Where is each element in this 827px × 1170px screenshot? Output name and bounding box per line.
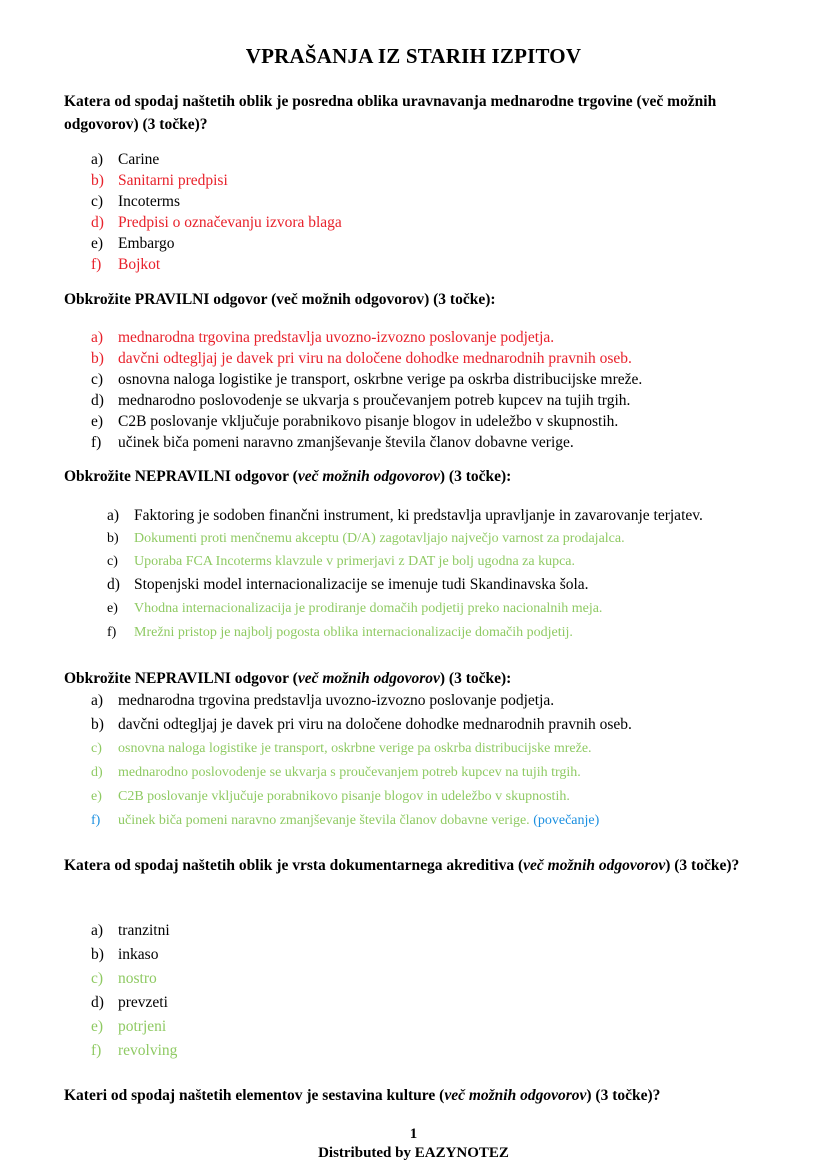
q5-option-f: f) revolving [91, 1042, 178, 1059]
q3-option-f: f) Mrežni pristop je najbolj pogosta oblika internacionalizacije domačih podjetij. [107, 625, 573, 640]
q4-option-f: f) učinek biča pomeni naravno zmanjševanje števila članov dobavne verige. (povečanje) [91, 813, 600, 828]
correction-note: (povečanje) [533, 813, 600, 828]
q4-option-c: c) osnovna naloga logistike je transport, oskrbne verige pa oskrba distribucijske mreže. [91, 741, 592, 756]
q5-option-a: a) tranzitni [91, 922, 170, 939]
q1-option-e: e) Embargo [91, 235, 175, 252]
q2-option-f: f) učinek biča pomeni naravno zmanjševanje števila članov dobavne verige. [91, 434, 574, 451]
q2-option-c: c) osnovna naloga logistike je transport, oskrbne verige pa oskrba distribucijske mreže. [91, 371, 643, 388]
q4-option-a: a) mednarodna trgovina predstavlja uvozno-izvozno poslovanje podjetja. [91, 692, 555, 709]
q3-option-e: e) Vhodna internacionalizacija je prodiranje domačih podjetij preko nacionalnih meja. [107, 601, 603, 616]
q2-option-b: b) davčni odtegljaj je davek pri viru na določene dohodke mednarodnih pravnih oseb. [91, 350, 632, 367]
page-number: 1 [409, 1126, 418, 1142]
q5-option-c: c) nostro [91, 970, 157, 987]
q3-option-b: b) Dokumenti proti menčnemu akceptu (D/A) zagotavljajo največjo varnost za prodajalca. [107, 531, 625, 546]
q1-option-d: d) Predpisi o označevanju izvora blaga [91, 214, 342, 231]
question-3: Obkrožite NEPRAVILNI odgovor (več možnih odgovorov) (3 točke): [64, 468, 512, 485]
q2-option-d: d) mednarodno poslovodenje se ukvarja s proučevanjem potreb kupcev na tujih trgih. [91, 392, 631, 409]
question-6: Kateri od spodaj naštetih elementov je sestavina kulture (več možnih odgovorov) (3 točke)? [64, 1087, 661, 1104]
question-4: Obkrožite NEPRAVILNI odgovor (več možnih odgovorov) (3 točke): [64, 670, 512, 687]
q1-option-a: a) Carine [91, 151, 160, 168]
q3-option-d: d) Stopenjski model internacionalizacije se imenuje tudi Skandinavska šola. [107, 576, 589, 593]
q2-option-a: a) mednarodna trgovina predstavlja uvozno-izvozno poslovanje podjetja. [91, 329, 555, 346]
q5-option-e: e) potrjeni [91, 1018, 167, 1035]
q5-option-b: b) inkaso [91, 946, 159, 963]
q2-option-e: e) C2B poslovanje vključuje porabnikovo pisanje blogov in udeležbo v skupnostih. [91, 413, 619, 430]
question-1: Katera od spodaj naštetih oblik je posredna oblika uravnavanja mednarodne trgovine (več možnih odgovorov) (3 točke)? [64, 93, 717, 133]
q1-option-f: f) Bojkot [91, 256, 161, 273]
q4-option-d: d) mednarodno poslovodenje se ukvarja s proučevanjem potreb kupcev na tujih trgih. [91, 765, 581, 780]
q4-option-b: b) davčni odtegljaj je davek pri viru na določene dohodke mednarodnih pravnih oseb. [91, 716, 632, 733]
q1-option-b: b) Sanitarni predpisi [91, 172, 228, 189]
footer: Distributed by EAZYNOTEZ [318, 1145, 509, 1161]
q4-option-e: e) C2B poslovanje vključuje porabnikovo pisanje blogov in udeležbo v skupnostih. [91, 789, 570, 804]
question-2: Obkrožite PRAVILNI odgovor (več možnih odgovorov) (3 točke): [64, 291, 496, 308]
page-title: VPRAŠANJA IZ STARIH IZPITOV [245, 44, 582, 68]
question-5: Katera od spodaj naštetih oblik je vrsta dokumentarnega akreditiva (več možnih odgovorov) (3 točke)? [64, 857, 740, 874]
q1-option-c: c) Incoterms [91, 193, 180, 210]
q3-option-a: a) Faktoring je sodoben finančni instrument, ki predstavlja upravljanje in zavarovanje terjatev. [107, 507, 703, 524]
q5-option-d: d) prevzeti [91, 994, 168, 1011]
q3-option-c: c) Uporaba FCA Incoterms klavzule v primerjavi z DAT je bolj ugodna za kupca. [107, 554, 576, 569]
